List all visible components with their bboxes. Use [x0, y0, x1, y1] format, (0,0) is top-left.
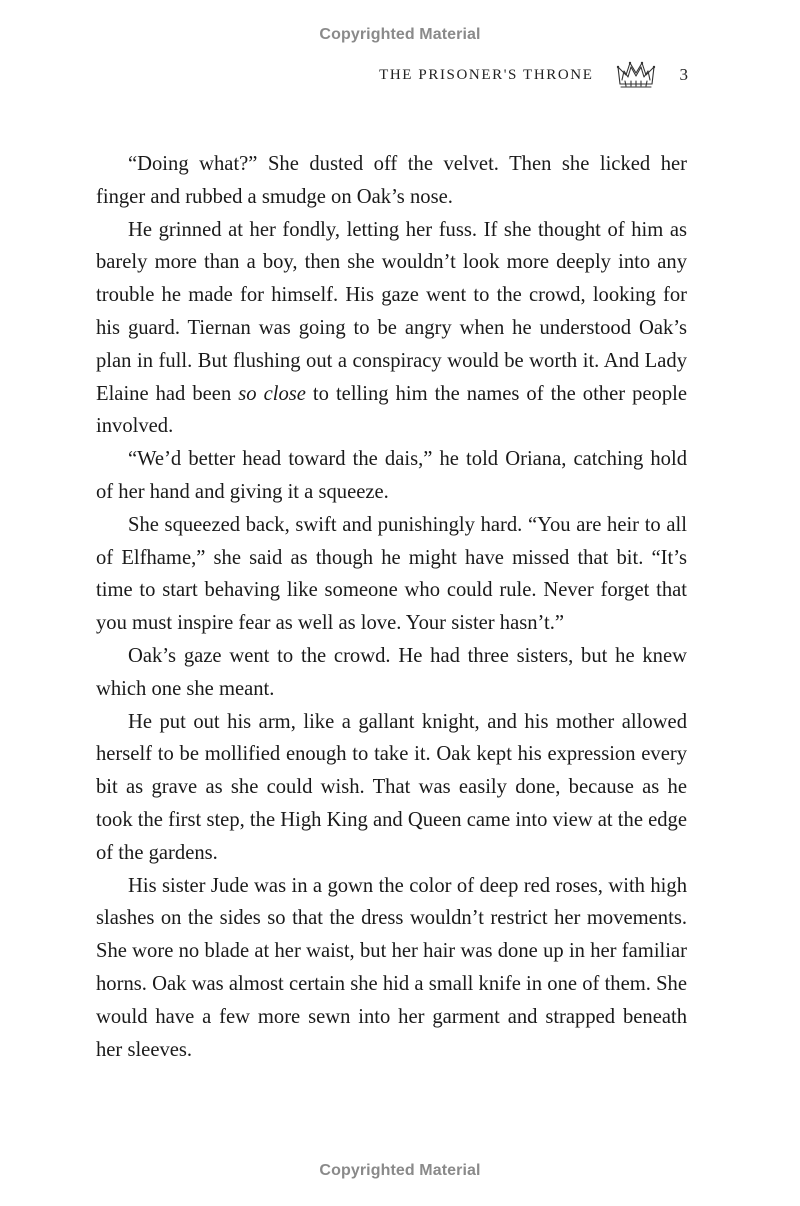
copyright-watermark-top: Copyrighted Material [319, 26, 481, 43]
paragraph-3: “We’d better head toward the dais,” he told Oriana, catching hold of her hand and giving it a squeeze. [96, 448, 687, 503]
paragraph-1: “Doing what?” She dusted off the velvet. Then she licked her finger and rubbed a smudge on Oak’s nose. [96, 153, 687, 208]
running-header [379, 58, 688, 92]
book-title: THE PRISONER'S THRONE [379, 66, 594, 83]
emphasis-so-close: so close [238, 382, 306, 405]
paragraph-2: He grinned at her fondly, letting her fuss. If she thought of him as barely more than a boy, then she wouldn’t look more deeply into any trouble he made for himself. His gaze went to the crowd, looking for his guard. Tiernan was going to be angry when he understood Oak’s plan in full. But flushing out a conspiracy would be worth it. And Lady Elaine had been so close to telling him the names of the other people involved. [96, 218, 687, 438]
copyright-watermark-bottom: Copyrighted Material [319, 1162, 481, 1179]
paragraph-6: He put out his arm, like a gallant knight, and his mother allowed herself to be mollified enough to take it. Oak kept his expression every bit as grave as she could wish. That was easily done, because as he took the first step, the High King and Queen came into view at the edge of the gardens. [96, 710, 687, 864]
paragraph-5: Oak’s gaze went to the crowd. He had three sisters, but he knew which one she meant. [96, 644, 687, 700]
crown-icon [616, 60, 656, 90]
paragraph-7: His sister Jude was in a gown the color of deep red roses, with high slashes on the sides so that the dress wouldn’t restrict her movements. She wore no blade at her waist, but her hair was done up in her familiar horns. Oak was almost certain she hid a small knife in one of them. She would have a few more sewn into her garment and strapped beneath her sleeves. [96, 874, 687, 1061]
paragraph-4: She squeezed back, swift and punishingly hard. “You are heir to all of Elfhame,” she said as though he might have missed that bit. “It’s time to start behaving like someone who could rule. Never forget that you must inspire fear as well as love. Your sister hasn’t.” [96, 513, 687, 635]
page-number: 3 [679, 65, 688, 84]
chapter-text [96, 148, 687, 1066]
